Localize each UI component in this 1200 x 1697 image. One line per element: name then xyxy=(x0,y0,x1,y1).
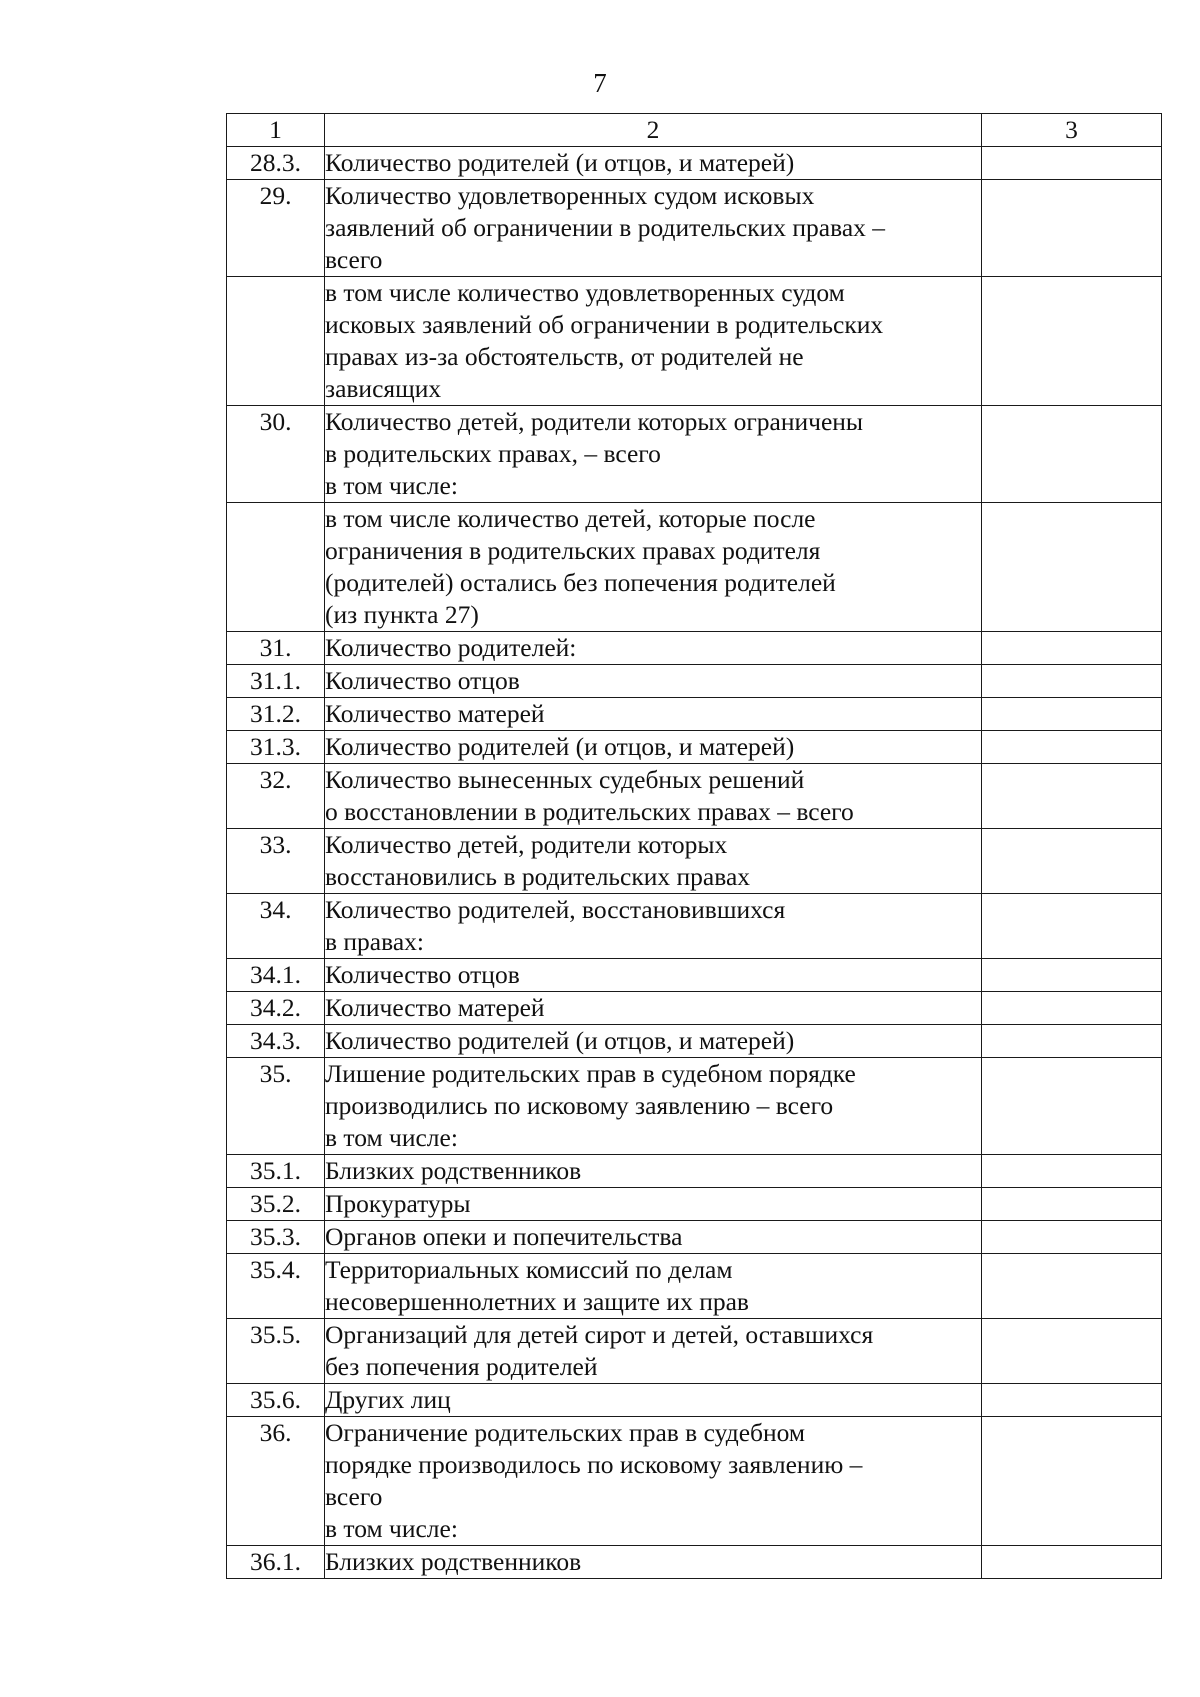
row-description-line: Количество детей, родители которых xyxy=(325,830,728,859)
table-row xyxy=(227,665,1162,698)
row-number: 31.3. xyxy=(227,731,325,764)
row-number: 31.1. xyxy=(227,665,325,698)
row-description xyxy=(325,764,982,829)
row-description-line: всего xyxy=(325,1482,383,1511)
row-description xyxy=(325,1546,982,1579)
row-description xyxy=(325,1155,982,1188)
row-number: 36.1. xyxy=(227,1546,325,1579)
table-header-row xyxy=(227,114,1162,147)
row-description-line: Количество родителей (и отцов, и матерей) xyxy=(325,148,795,177)
row-description-line: Количество родителей, восстановившихся xyxy=(325,895,786,924)
row-description xyxy=(325,829,982,894)
row-number: 34.2. xyxy=(227,992,325,1025)
row-description-line: в том числе: xyxy=(325,471,458,500)
row-description xyxy=(325,698,982,731)
row-number: 31. xyxy=(227,632,325,665)
table-row xyxy=(227,406,1162,503)
row-value-cell[interactable] xyxy=(982,1384,1162,1417)
table-row xyxy=(227,180,1162,277)
row-description xyxy=(325,1221,982,1254)
row-number: 35.2. xyxy=(227,1188,325,1221)
row-value-cell[interactable] xyxy=(982,764,1162,829)
row-number: 30. xyxy=(227,406,325,503)
row-number: 29. xyxy=(227,180,325,277)
row-description-line: в том числе количество детей, которые после xyxy=(325,504,816,533)
row-description xyxy=(325,632,982,665)
row-description xyxy=(325,503,982,632)
row-value-cell[interactable] xyxy=(982,147,1162,180)
row-description-line: о восстановлении в родительских правах – всего xyxy=(325,797,854,826)
row-value-cell[interactable] xyxy=(982,406,1162,503)
row-description xyxy=(325,1417,982,1546)
row-value-cell[interactable] xyxy=(982,1025,1162,1058)
row-number: 35.4. xyxy=(227,1254,325,1319)
table-row xyxy=(227,1546,1162,1579)
row-description-line: зависящих xyxy=(325,374,442,403)
table-row xyxy=(227,1058,1162,1155)
row-value-cell[interactable] xyxy=(982,1155,1162,1188)
row-description-line: в том числе количество удовлетворенных судом xyxy=(325,278,845,307)
row-number xyxy=(227,277,325,406)
table-row xyxy=(227,1254,1162,1319)
row-value-cell[interactable] xyxy=(982,829,1162,894)
row-description-line: производились по исковому заявлению – всего xyxy=(325,1091,834,1120)
row-description xyxy=(325,1188,982,1221)
row-description-line: в том числе: xyxy=(325,1514,458,1543)
row-value-cell[interactable] xyxy=(982,1319,1162,1384)
row-number: 35.3. xyxy=(227,1221,325,1254)
row-description xyxy=(325,959,982,992)
page-number: 7 xyxy=(593,68,607,98)
row-value-cell[interactable] xyxy=(982,665,1162,698)
row-number: 34.1. xyxy=(227,959,325,992)
row-number: 31.2. xyxy=(227,698,325,731)
table-row xyxy=(227,147,1162,180)
table-row xyxy=(227,1155,1162,1188)
row-description-line: Количество отцов xyxy=(325,666,520,695)
row-description-line: Близких родственников xyxy=(325,1156,582,1185)
row-value-cell[interactable] xyxy=(982,731,1162,764)
row-description-line: Количество родителей: xyxy=(325,633,577,662)
header-col-2: 2 xyxy=(325,114,982,147)
table-row xyxy=(227,764,1162,829)
row-value-cell[interactable] xyxy=(982,1546,1162,1579)
row-number: 35.5. xyxy=(227,1319,325,1384)
table-row xyxy=(227,698,1162,731)
row-description-line: Прокуратуры xyxy=(325,1189,471,1218)
row-description xyxy=(325,1058,982,1155)
row-description-line: Близких родственников xyxy=(325,1547,582,1576)
header-col-1: 1 xyxy=(227,114,325,147)
table-row xyxy=(227,1384,1162,1417)
statistics-table xyxy=(226,113,1162,1579)
row-value-cell[interactable] xyxy=(982,632,1162,665)
row-value-cell[interactable] xyxy=(982,959,1162,992)
row-value-cell[interactable] xyxy=(982,1417,1162,1546)
row-description-line: Количество удовлетворенных судом исковых xyxy=(325,181,815,210)
row-description-line: (родителей) остались без попечения родителей xyxy=(325,568,836,597)
row-description xyxy=(325,180,982,277)
table-row xyxy=(227,632,1162,665)
table-row xyxy=(227,1417,1162,1546)
row-description xyxy=(325,147,982,180)
row-description-line: заявлений об ограничении в родительских правах – xyxy=(325,213,886,242)
row-number: 35.1. xyxy=(227,1155,325,1188)
row-description-line: восстановились в родительских правах xyxy=(325,862,751,891)
row-description-line: правах из-за обстоятельств, от родителей не xyxy=(325,342,804,371)
row-value-cell[interactable] xyxy=(982,698,1162,731)
row-description-line: Ограничение родительских прав в судебном xyxy=(325,1418,806,1447)
row-value-cell[interactable] xyxy=(982,180,1162,277)
row-number: 33. xyxy=(227,829,325,894)
row-description-line: исковых заявлений об ограничении в родительских xyxy=(325,310,884,339)
table-row xyxy=(227,894,1162,959)
row-description-line: Лишение родительских прав в судебном порядке xyxy=(325,1059,856,1088)
table-row xyxy=(227,1221,1162,1254)
row-value-cell[interactable] xyxy=(982,503,1162,632)
row-number: 32. xyxy=(227,764,325,829)
row-number: 34.3. xyxy=(227,1025,325,1058)
row-description xyxy=(325,406,982,503)
row-description-line: Количество родителей (и отцов, и матерей) xyxy=(325,732,795,761)
row-value-cell[interactable] xyxy=(982,992,1162,1025)
row-number: 35. xyxy=(227,1058,325,1155)
row-description-line: в правах: xyxy=(325,927,424,956)
row-description xyxy=(325,665,982,698)
table-row xyxy=(227,959,1162,992)
row-description-line: Органов опеки и попечительства xyxy=(325,1222,683,1251)
row-value-cell[interactable] xyxy=(982,894,1162,959)
row-description-line: всего xyxy=(325,245,383,274)
row-description-line: несовершеннолетних и защите их прав xyxy=(325,1287,749,1316)
row-description-line: (из пункта 27) xyxy=(325,600,479,629)
row-number xyxy=(227,503,325,632)
table-row xyxy=(227,829,1162,894)
row-description-line: Количество вынесенных судебных решений xyxy=(325,765,805,794)
row-description-line: Количество отцов xyxy=(325,960,520,989)
row-description xyxy=(325,1025,982,1058)
row-value-cell[interactable] xyxy=(982,1058,1162,1155)
row-description-line: Количество детей, родители которых ограничены xyxy=(325,407,864,436)
row-description xyxy=(325,1384,982,1417)
row-number: 34. xyxy=(227,894,325,959)
row-value-cell[interactable] xyxy=(982,277,1162,406)
table-row xyxy=(227,1319,1162,1384)
row-description-line: порядке производилось по исковому заявлению – xyxy=(325,1450,863,1479)
row-description-line: Других лиц xyxy=(325,1385,451,1414)
row-description-line: Количество родителей (и отцов, и матерей) xyxy=(325,1026,795,1055)
row-description-line: ограничения в родительских правах родителя xyxy=(325,536,821,565)
row-description xyxy=(325,1319,982,1384)
row-description xyxy=(325,894,982,959)
table-row xyxy=(227,503,1162,632)
row-description xyxy=(325,1254,982,1319)
row-description-line: Количество матерей xyxy=(325,699,545,728)
row-description-line: в том числе: xyxy=(325,1123,458,1152)
row-number: 28.3. xyxy=(227,147,325,180)
table-row xyxy=(227,731,1162,764)
row-description-line: Количество матерей xyxy=(325,993,545,1022)
row-description-line: в родительских правах, – всего xyxy=(325,439,661,468)
row-number: 36. xyxy=(227,1417,325,1546)
row-value-cell[interactable] xyxy=(982,1254,1162,1319)
table-row xyxy=(227,1188,1162,1221)
row-value-cell[interactable] xyxy=(982,1221,1162,1254)
row-description-line: Территориальных комиссий по делам xyxy=(325,1255,733,1284)
row-description-line: без попечения родителей xyxy=(325,1352,598,1381)
row-description xyxy=(325,731,982,764)
row-value-cell[interactable] xyxy=(982,1188,1162,1221)
row-description xyxy=(325,277,982,406)
table-row xyxy=(227,1025,1162,1058)
row-number: 35.6. xyxy=(227,1384,325,1417)
table-row xyxy=(227,992,1162,1025)
table-row xyxy=(227,277,1162,406)
row-description xyxy=(325,992,982,1025)
row-description-line: Организаций для детей сирот и детей, оставшихся xyxy=(325,1320,874,1349)
header-col-3: 3 xyxy=(982,114,1162,147)
